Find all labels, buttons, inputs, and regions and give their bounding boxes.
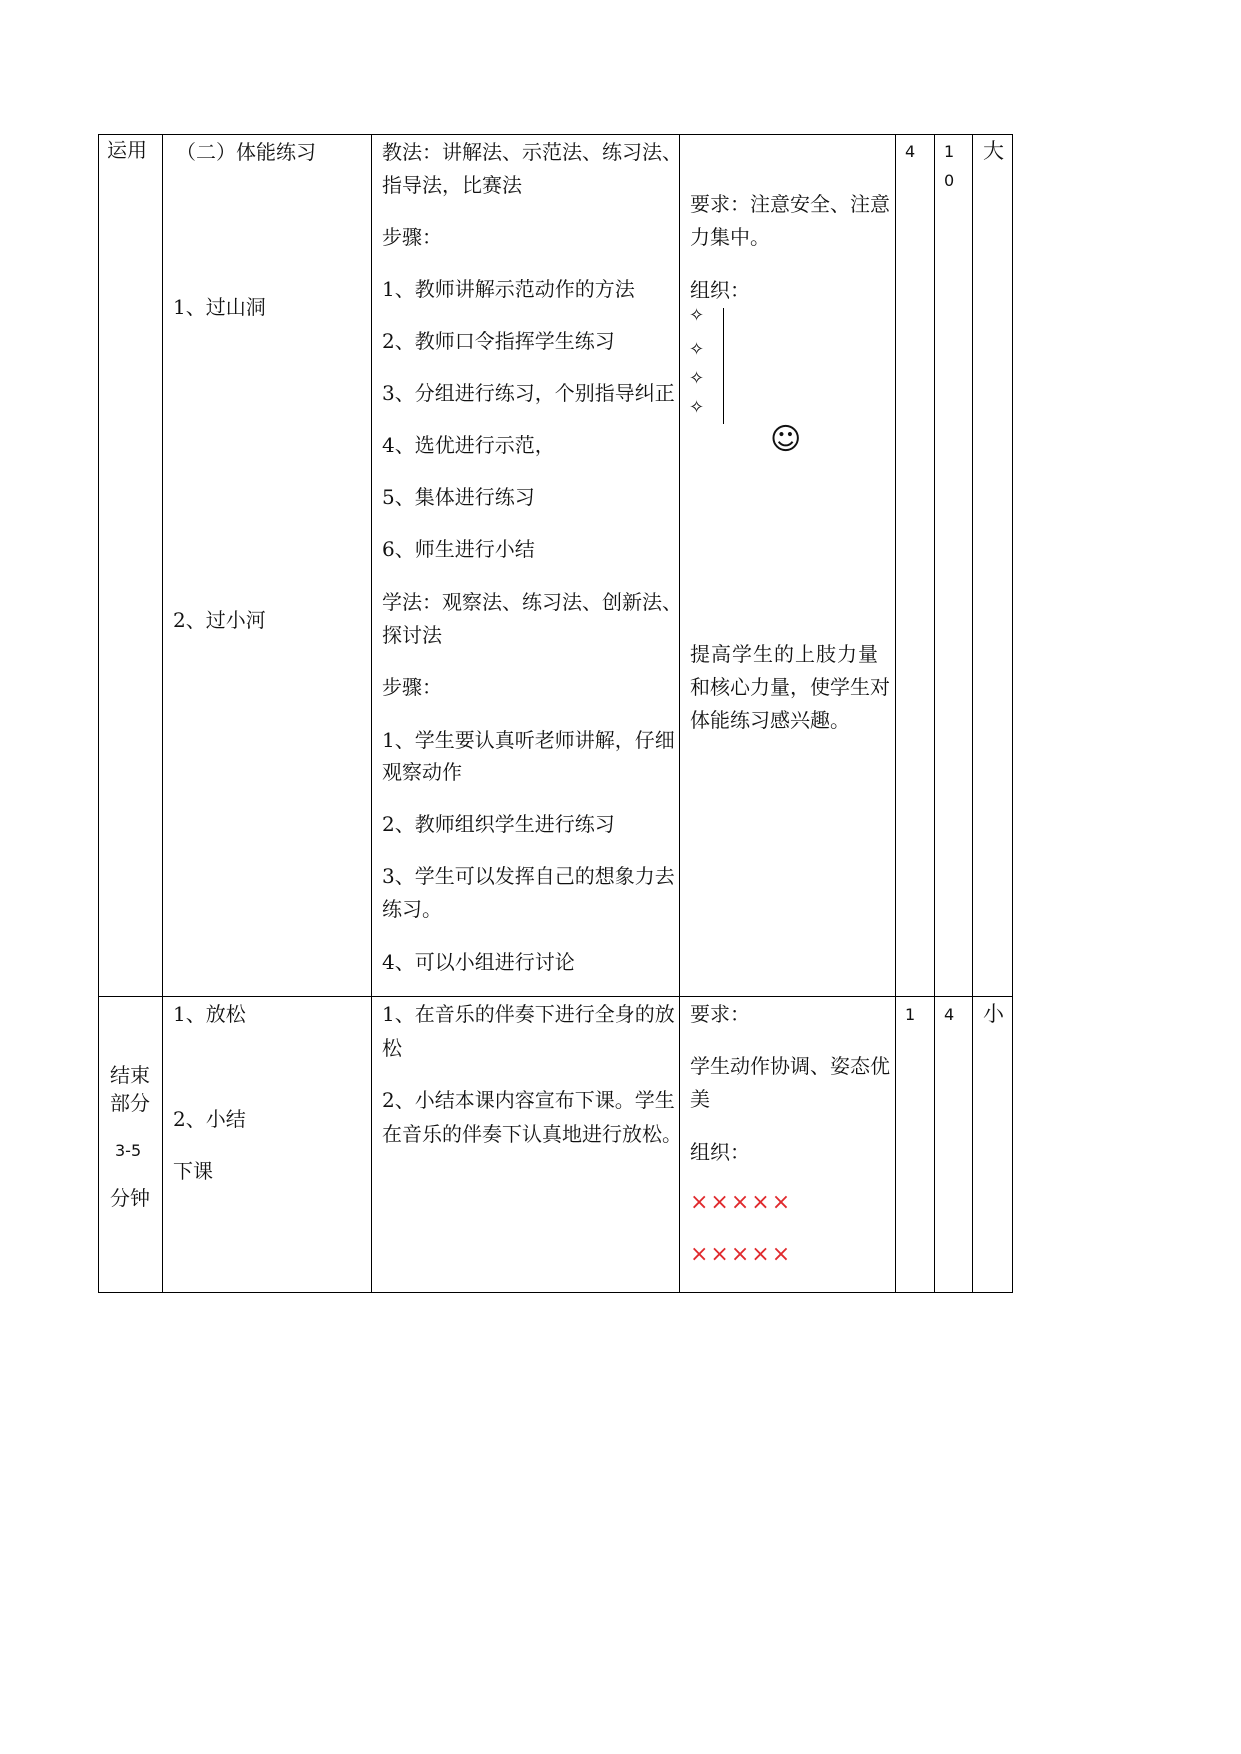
table-col-divider xyxy=(371,134,372,1293)
content-item: 下课 xyxy=(173,1159,213,1183)
step-item: 观察动作 xyxy=(382,760,462,784)
requirement-text: 力集中。 xyxy=(690,225,770,249)
table-col-divider xyxy=(895,134,896,1293)
table-border-top xyxy=(98,134,1013,135)
step-item: 4、可以小组进行讨论 xyxy=(382,950,575,974)
content-item: 1、放松 xyxy=(173,1002,246,1026)
line-marker xyxy=(723,308,724,424)
section-label: 分钟 xyxy=(110,1186,150,1210)
learning-method: 探讨法 xyxy=(382,623,442,647)
teacher-smiley-icon: ☺ xyxy=(770,422,802,457)
requirement-text: 要求：注意安全、注意 xyxy=(690,192,890,216)
goal-text: 和核心力量，使学生对 xyxy=(690,675,890,699)
step-item: 5、集体进行练习 xyxy=(382,485,535,509)
table-border-left xyxy=(98,134,99,1293)
section-label: 3-5 xyxy=(115,1141,142,1160)
table-border-bottom xyxy=(98,1292,1013,1293)
time-value: 1 xyxy=(944,142,955,161)
section-label: 结束 xyxy=(110,1063,150,1087)
table-col-divider xyxy=(679,134,680,1293)
method-text: 1、在音乐的伴奏下进行全身的放 xyxy=(382,1002,675,1026)
student-star-icon: ✧ xyxy=(689,339,705,360)
time-value: 0 xyxy=(944,171,955,190)
content-item: 2、小结 xyxy=(173,1107,246,1131)
count-value: 1 xyxy=(905,1005,916,1024)
requirement-text: 学生动作协调、姿态优 xyxy=(690,1054,890,1078)
step-item: 4、选优进行示范， xyxy=(382,433,555,457)
section-label: 运用 xyxy=(107,138,147,162)
steps-label: 步骤： xyxy=(382,225,442,249)
organization-label: 组织： xyxy=(690,278,750,302)
content-item: 1、过山洞 xyxy=(173,295,266,319)
section-label: 部分 xyxy=(110,1091,150,1115)
table-border-right xyxy=(1012,134,1013,1293)
steps-label: 步骤： xyxy=(382,675,442,699)
student-star-icon: ✧ xyxy=(689,397,705,418)
table-row-divider xyxy=(98,996,1013,997)
method-text: 松 xyxy=(382,1036,402,1060)
table-col-divider xyxy=(162,134,163,1293)
step-item: 1、教师讲解示范动作的方法 xyxy=(382,277,635,301)
step-item: 2、教师组织学生进行练习 xyxy=(382,812,615,836)
student-star-icon: ✧ xyxy=(689,368,705,389)
count-value: 4 xyxy=(905,142,916,161)
step-item: 练习。 xyxy=(382,897,442,921)
method-text: 2、小结本课内容宣布下课。学生 xyxy=(382,1088,675,1112)
step-item: 1、学生要认真听老师讲解，仔细 xyxy=(382,728,675,752)
goal-text: 体能练习感兴趣。 xyxy=(690,708,850,732)
requirement-label: 要求： xyxy=(690,1002,750,1026)
content-item: 2、过小河 xyxy=(173,608,266,632)
content-heading: （二）体能练习 xyxy=(176,140,316,164)
time-value: 4 xyxy=(944,1005,955,1024)
table-col-divider xyxy=(972,134,973,1293)
requirement-text: 美 xyxy=(690,1087,710,1111)
formation-cross-row: ××××× xyxy=(690,1242,793,1267)
intensity-value: 大 xyxy=(983,139,1004,163)
intensity-value: 小 xyxy=(983,1002,1004,1026)
table-col-divider xyxy=(934,134,935,1293)
student-star-icon: ✧ xyxy=(689,305,705,326)
organization-label: 组织： xyxy=(690,1140,750,1164)
teaching-method: 教法：讲解法、示范法、练习法、 xyxy=(382,140,682,164)
method-text: 在音乐的伴奏下认真地进行放松。 xyxy=(382,1122,682,1146)
step-item: 2、教师口令指挥学生练习 xyxy=(382,329,615,353)
learning-method: 学法：观察法、练习法、创新法、 xyxy=(382,590,682,614)
teaching-method: 指导法，比赛法 xyxy=(382,173,522,197)
step-item: 6、师生进行小结 xyxy=(382,537,535,561)
step-item: 3、学生可以发挥自己的想象力去 xyxy=(382,864,675,888)
step-item: 3、分组进行练习，个别指导纠正 xyxy=(382,381,675,405)
goal-text: 提高学生的上肢力量 xyxy=(690,642,879,666)
formation-cross-row: ××××× xyxy=(690,1190,793,1215)
